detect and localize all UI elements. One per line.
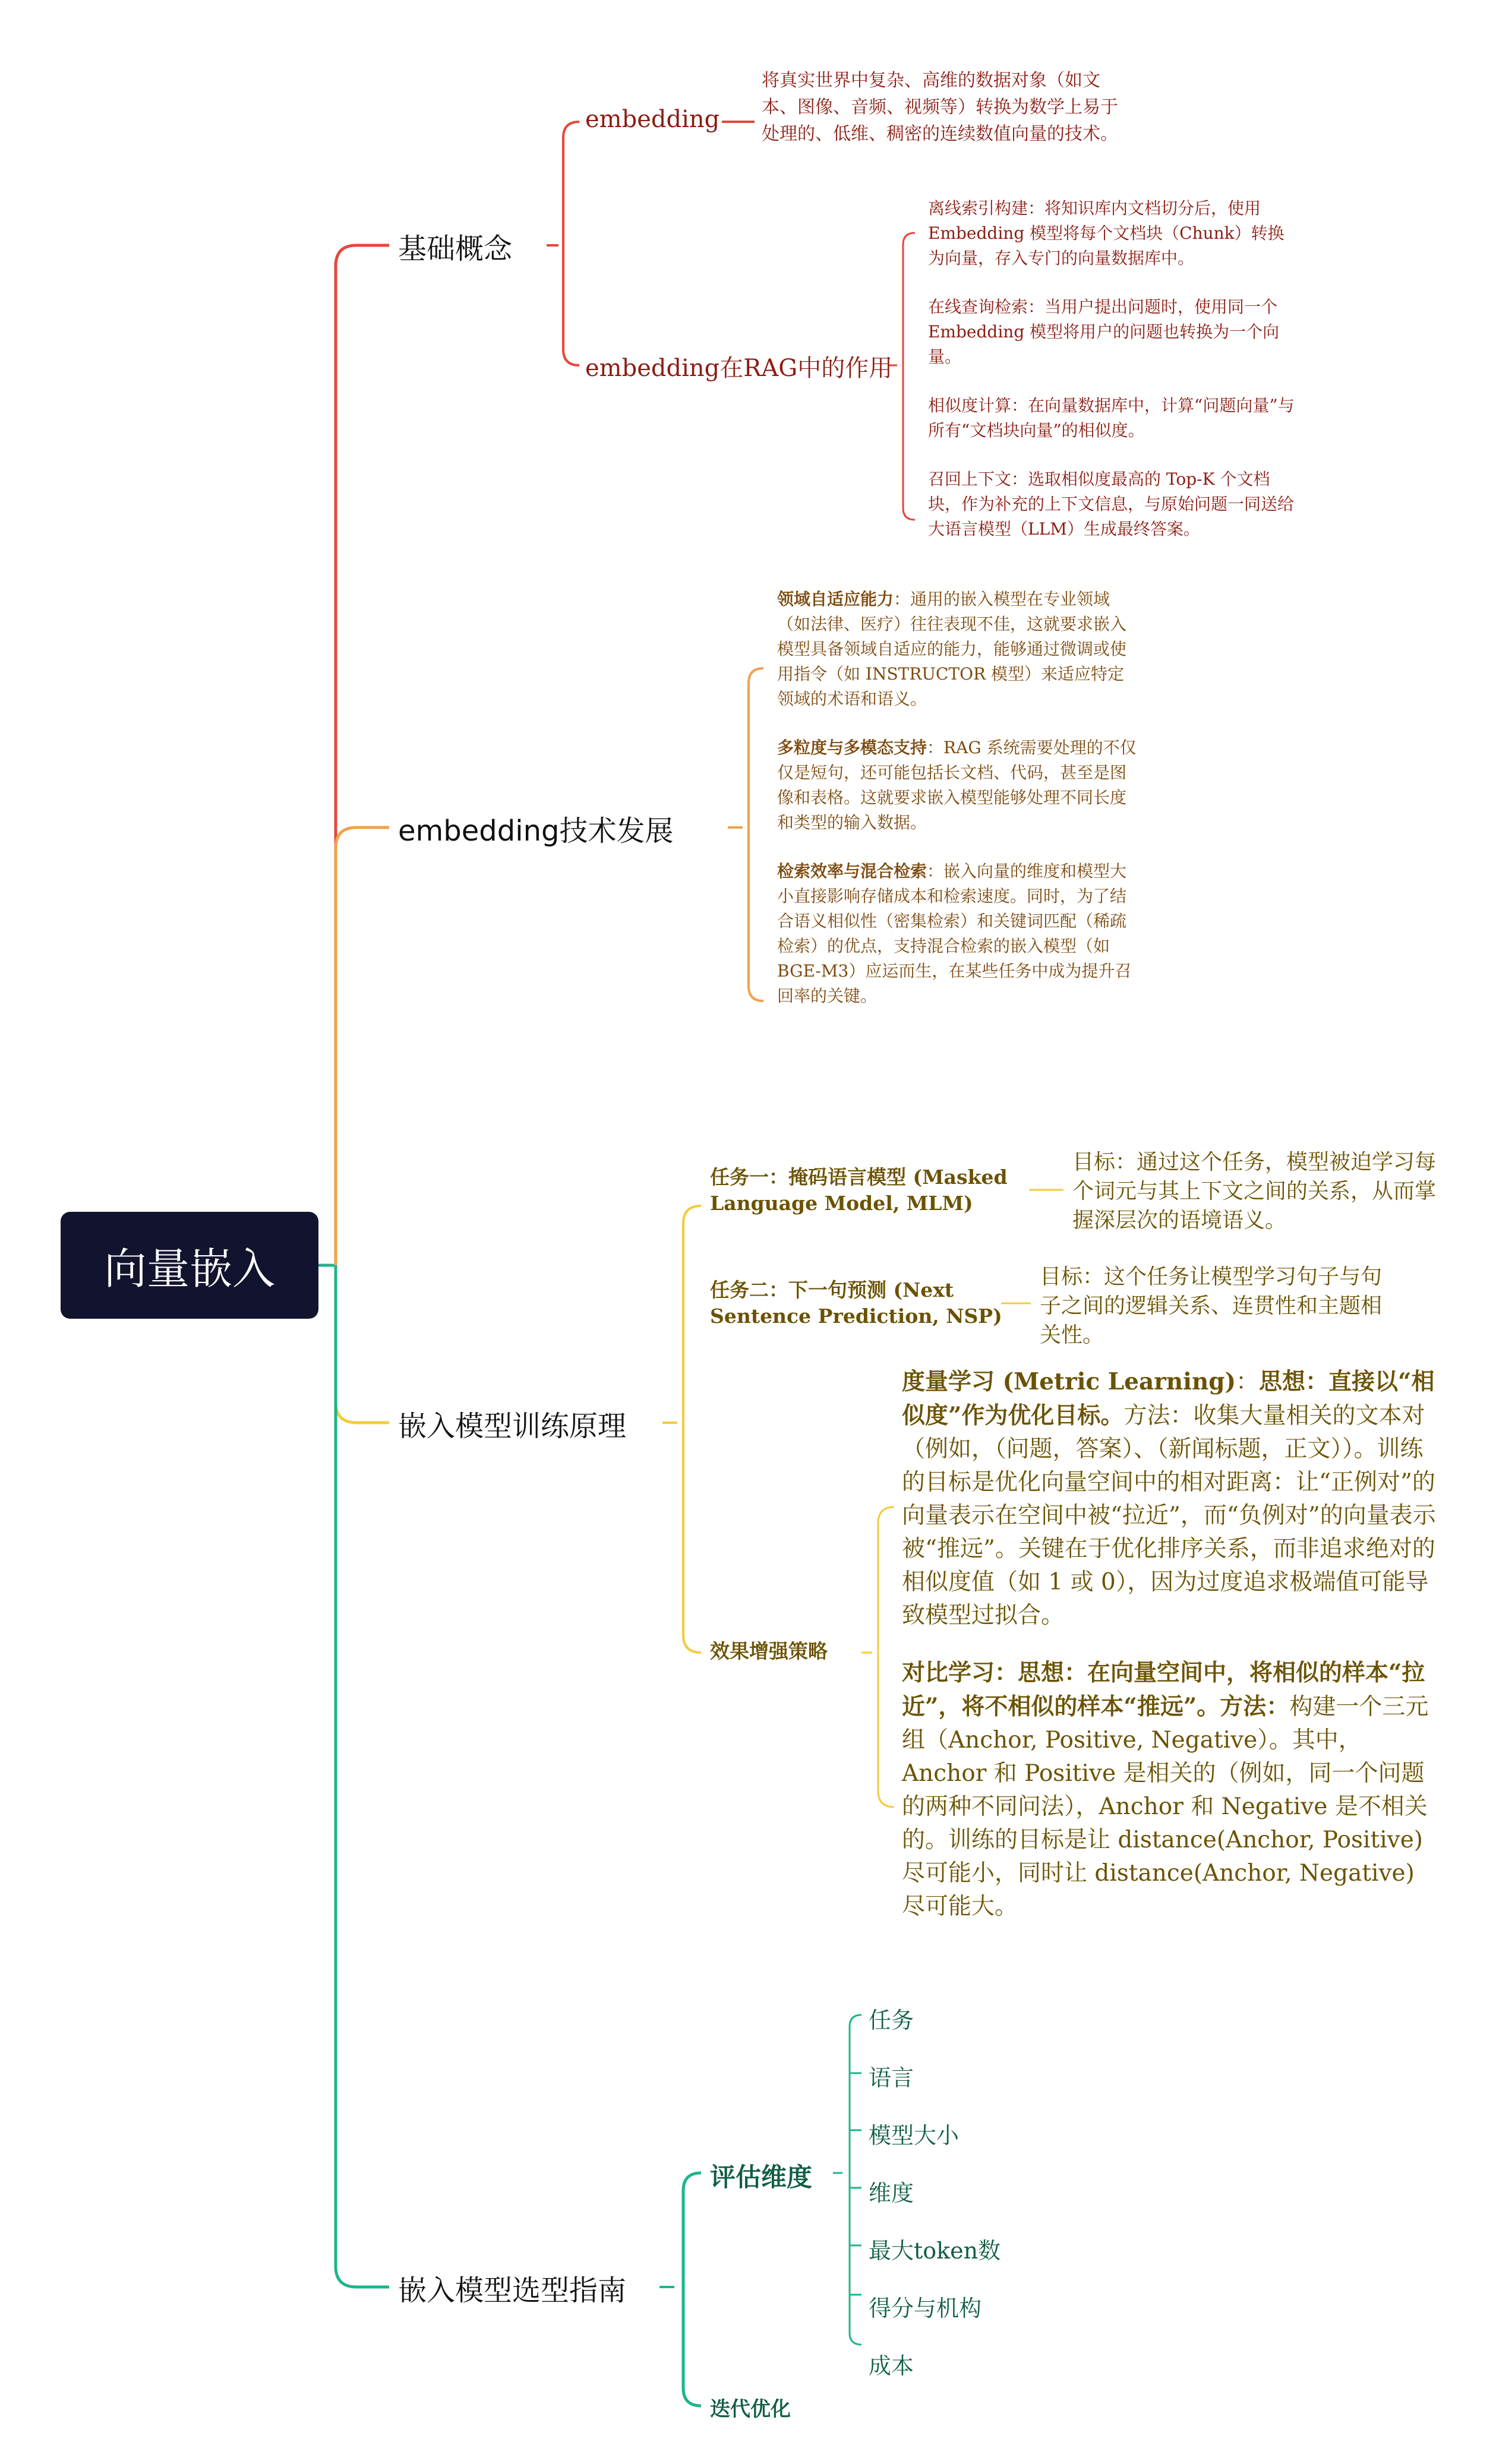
root-node[interactable]: [61, 1212, 318, 1319]
dev-item-multimodal: 多粒度与多模态支持：RAG 系统需要处理的不仅仅是短句，还可能包括长文档、代码，甚至是图像和表格。这就要求嵌入模型能够处理不同长度和类型的输入数据。: [777, 738, 1137, 832]
eval-item-score-org[interactable]: 得分与机构: [869, 2295, 982, 2321]
rag-item-recall-context: 召回上下文：选取相似度最高的 Top-K 个文档块，作为补充的上下文信息，与原始问题一同送给大语言模型（LLM）生成最终答案。: [928, 469, 1295, 539]
task-mlm-line1: 任务一：掩码语言模型 (Masked: [710, 1165, 1008, 1189]
branch-training-label: 嵌入模型训练原理: [398, 1410, 627, 1443]
node-embedding[interactable]: [585, 106, 719, 133]
strategy-label: 效果增强策略: [710, 1639, 828, 1663]
branch-basics[interactable]: [398, 226, 512, 267]
eval-dimensions-label: 评估维度: [710, 2163, 812, 2193]
rag-item-similarity: 相似度计算：在向量数据库中，计算“问题向量”与所有“文档块向量”的相似度。: [928, 396, 1295, 440]
node-embedding-label: embedding: [585, 106, 720, 133]
branch-selection-label: 嵌入模型选型指南: [398, 2274, 627, 2307]
eval-item-cost[interactable]: 成本: [869, 2353, 914, 2379]
eval-item-task[interactable]: 任务: [869, 2007, 914, 2033]
rag-item-online-query: 在线查询检索：当用户提出问题时，使用同一个 Embedding 模型将用户的问题也转换为一个向量。: [928, 297, 1280, 367]
task-nsp-line2: Sentence Prediction, NSP): [710, 1304, 1002, 1328]
branch-development-label: embedding技术发展: [398, 814, 674, 848]
task-nsp-line1: 任务二：下一句预测 (Next: [710, 1278, 954, 1302]
rag-item-offline-index: 离线索引构建：将知识库内文档切分后，使用 Embedding 模型将每个文档块（Chunk）转换为向量，存入专门的向量数据库中。: [928, 198, 1284, 268]
iterative-optimization-label: 迭代优化: [710, 2397, 791, 2421]
node-task-nsp[interactable]: [710, 1277, 1002, 1329]
node-eval-dimensions[interactable]: [710, 2157, 812, 2194]
task-mlm-description: 目标：通过这个任务，模型被迫学习每个词元与其上下文之间的关系，从而掌握深层次的语境语义。: [1072, 1150, 1437, 1233]
branch-development[interactable]: [398, 808, 673, 849]
dev-item-hybrid-retrieval: 检索效率与混合检索：嵌入向量的维度和模型大小直接影响存储成本和检索速度。同时，为了结合语义相似性（密集检索）和关键词匹配（稀疏检索）的优点，支持混合检索的嵌入模型（如 BGE-M3）应运而生，在某些任务中成为提升召回率的关键。: [777, 861, 1132, 1006]
task-nsp-description: 目标：这个任务让模型学习句子与句子之间的逻辑关系、连贯性和主题相关性。: [1040, 1265, 1383, 1347]
node-rag-role-label: embedding在RAG中的作用: [585, 355, 893, 382]
development-list: [777, 587, 1140, 1009]
embedding-description: 将真实世界中复杂、高维的数据对象（如文本、图像、音频、视频等）转换为数学上易于处理的、低维、稠密的连续数值向量的技术。: [762, 70, 1118, 144]
strategy-contrastive-learning: 对比学习：思想：在向量空间中，将相似的样本“拉近”，将不相似的样本“推远”。方法：构建一个三元组（Anchor, Positive, Negative）。其中，Anchor 和 Positive 是相关的（例如，同一个问题的两种不同问法），Anchor 和 Negative 是不相关的。训练的目标是让 distance(Anchor, Positive) 尽可能小，同时让 distance(Anchor, Negative) 尽可能大。: [902, 1659, 1429, 1920]
eval-item-model-size[interactable]: 模型大小: [869, 2122, 960, 2149]
eval-item-language[interactable]: 语言: [869, 2065, 914, 2091]
branch-training[interactable]: [398, 1403, 626, 1444]
node-rag-role[interactable]: [585, 349, 892, 383]
branch-selection[interactable]: [398, 2267, 626, 2308]
eval-item-max-tokens[interactable]: 最大token数: [869, 2238, 1001, 2264]
rag-role-list: [928, 196, 1296, 542]
strategy-list: [902, 1365, 1443, 1923]
strategy-metric-learning: 度量学习 (Metric Learning)：思想：直接以“相似度”作为优化目标。方法：收集大量相关的文本对（例如，（问题，答案）、（新闻标题，正文））。训练的目标是优化向量空间中的相对距离：让“正例对”的向量表示在空间中被“拉近”，而“负例对”的向量表示被“推远”。关键在于优化排序关系，而非追求绝对的相似度值（如 1 或 0），因为过度追求极端值可能导致模型过拟合。: [902, 1368, 1436, 1629]
branch-basics-label: 基础概念: [398, 232, 513, 266]
node-task-mlm[interactable]: [710, 1164, 1008, 1217]
task-mlm-line2: Language Model, MLM): [710, 1192, 973, 1215]
node-enhancement-strategy[interactable]: [710, 1638, 828, 1664]
eval-item-dimension[interactable]: 维度: [869, 2180, 914, 2206]
node-iterative-optimization[interactable]: [710, 2393, 791, 2422]
dev-item-domain-adaptation: 领域自适应能力：通用的嵌入模型在专业领域（如法律、医疗）往往表现不佳，这就要求嵌入模型具备领域自适应的能力，能够通过微调或使用指令（如 INSTRUCTOR 模型）来适应特定领域的术语和语义。: [777, 589, 1127, 709]
root-label: 向量嵌入: [103, 1244, 275, 1294]
